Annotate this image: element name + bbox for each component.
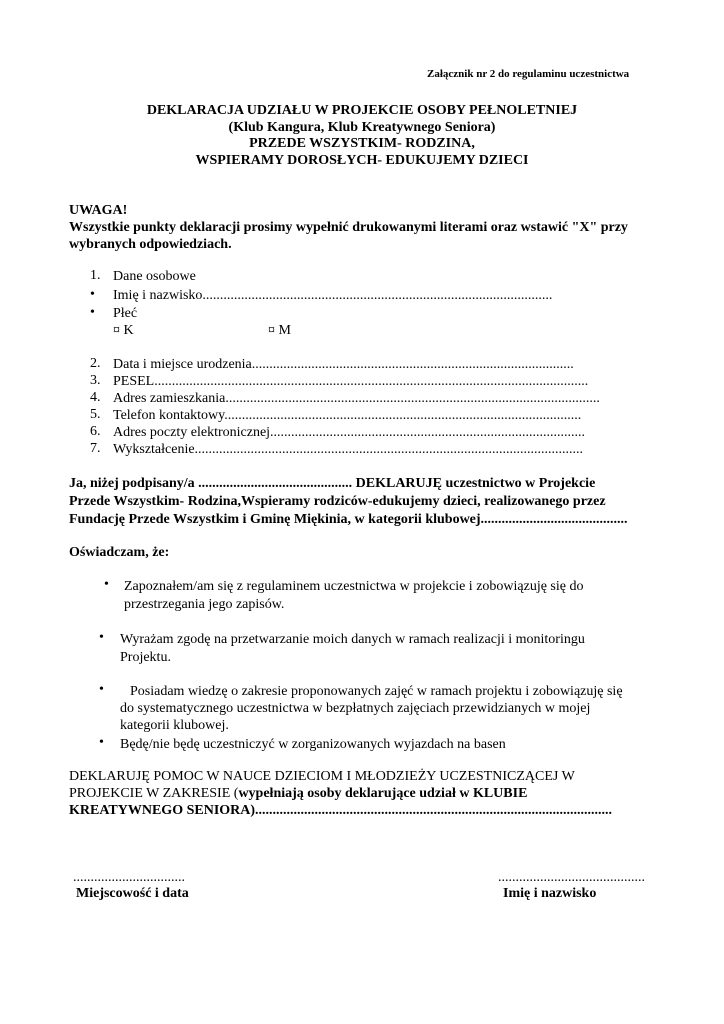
form-item-1-label: Dane osobowe [113, 269, 196, 284]
statement-1-line-1: Zapoznałem/am się z regulaminem uczestnictwa w projekcie i zobowiązuję się do [124, 579, 584, 594]
notice-line-2: wybranych odpowiedziach. [69, 237, 232, 252]
form-item-5-number: 5. [90, 407, 101, 422]
statement-1-line-2: przestrzegania jego zapisów. [124, 597, 285, 612]
page-title-line-3: PRZEDE WSZYSTKIM- RODZINA, [249, 136, 475, 151]
bullet-icon: • [90, 287, 95, 302]
gender-option-k[interactable]: ¤ K [113, 323, 134, 338]
signature-name-dots[interactable]: .......................................... [498, 870, 645, 885]
page-title-line-4: WSPIERAMY DOROSŁYCH- EDUKUJEMY DZIECI [195, 153, 529, 168]
declaration-line-3: Fundację Przede Wszystkim i Gminę Miękinia, w kategorii klubowej.......................................... [69, 512, 628, 527]
form-item-6-number: 6. [90, 424, 101, 439]
pesel-field[interactable]: PESEL............................................................................................................................ [113, 374, 589, 389]
name-field[interactable]: Imię i nazwisko.................................................................................................... [113, 288, 553, 303]
statement-3-line-1: Posiadam wiedzę o zakresie proponowanych zajęć w ramach projektu i zobowiązuję się [130, 684, 623, 699]
address-field[interactable]: Adres zamieszkania........................................................................................................... [113, 391, 600, 406]
help-declaration-line-2 [69, 785, 527, 802]
bullet-icon: • [90, 305, 95, 320]
birth-date-place-field[interactable]: Data i miejsce urodzenia............................................................................................ [113, 357, 574, 372]
statement-heading: Oświadczam, że: [69, 545, 170, 560]
notice-heading: UWAGA! [69, 203, 128, 218]
statement-3-line-3: kategorii klubowej. [120, 718, 229, 733]
declaration-line-1: Ja, niżej podpisany/a ............................................ DEKLARUJĘ uczestnictwo w Projekcie [69, 476, 596, 491]
annex-label: Załącznik nr 2 do regulaminu uczestnictwa [427, 68, 630, 80]
help-declaration-line-1: DEKLARUJĘ POMOC W NAUCE DZIECIOM I MŁODZIEŻY UCZESTNICZĄCEJ W [69, 769, 575, 784]
help-declaration-line-3: KREATYWNEGO SENIORA)...................................................................................................... [69, 803, 613, 818]
form-item-2-number: 2. [90, 356, 101, 371]
statement-2-line-1: Wyrażam zgodę na przetwarzanie moich danych w ramach realizacji i monitoringu [120, 632, 585, 647]
form-item-4-number: 4. [90, 390, 101, 405]
help-declaration-line-2-plain: PROJEKCIE W ZAKRESIE ( [69, 786, 239, 801]
signature-name-label: Imię i nazwisko [503, 886, 597, 901]
email-field[interactable]: Adres poczty elektronicznej.......................................................................................... [113, 425, 586, 440]
bullet-icon: • [99, 682, 104, 697]
help-declaration-line-2-bold: wypełniają osoby deklarujące udział w KLUBIE [238, 786, 528, 801]
education-field[interactable]: Wykształcenie............................................................................................................... [113, 442, 584, 457]
form-item-7-number: 7. [90, 441, 101, 456]
declaration-line-2: Przede Wszystkim- Rodzina,Wspieramy rodziców-edukujemy dzieci, realizowanego przez [69, 494, 606, 509]
statement-3-line-2: do systematycznego uczestnictwa w bezpłatnych zajęciach przewidzianych w mojej [120, 701, 591, 716]
page-title-line-1: DEKLARACJA UDZIAŁU W PROJEKCIE OSOBY PEŁNOLETNIEJ [146, 103, 578, 118]
place-date-label: Miejscowość i data [76, 886, 189, 901]
phone-field[interactable]: Telefon kontaktowy...................................................................................................... [113, 408, 582, 423]
bullet-icon: • [104, 577, 109, 592]
bullet-icon: • [99, 735, 104, 750]
statement-4-line-1: Będę/nie będę uczestniczyć w zorganizowanych wyjazdach na basen [120, 737, 506, 752]
bullet-icon: • [99, 630, 104, 645]
notice-line-1: Wszystkie punkty deklaracji prosimy wypełnić drukowanymi literami oraz wstawić "X" przy [69, 220, 628, 235]
statement-2-line-2: Projektu. [120, 650, 171, 665]
form-item-3-number: 3. [90, 373, 101, 388]
place-date-dots[interactable]: ................................ [73, 870, 185, 885]
gender-label: Płeć [113, 306, 138, 321]
form-item-1-number: 1. [90, 268, 101, 283]
gender-option-m[interactable]: ¤ M [268, 323, 291, 338]
page-title-line-2: (Klub Kangura, Klub Kreatywnego Seniora) [228, 120, 496, 135]
